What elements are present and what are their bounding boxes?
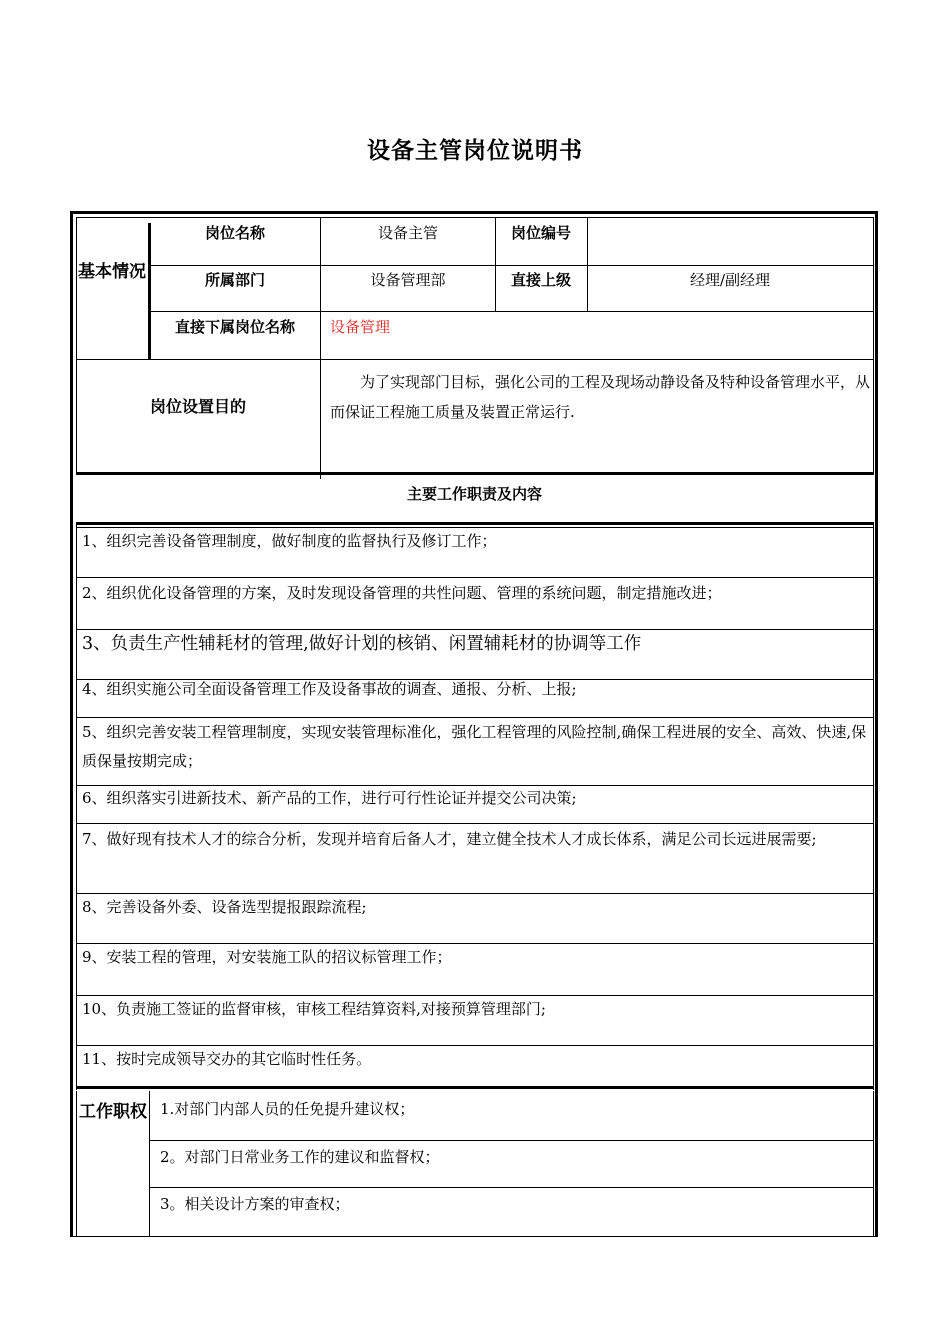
section-separator-authority <box>76 1086 873 1089</box>
basic-info-divider <box>148 223 151 359</box>
position-name-label: 岗位名称 <box>204 224 265 242</box>
table-border-top <box>70 211 878 214</box>
section-separator-duties-heading <box>76 522 873 525</box>
duty-item-5: 5、组织完善安装工程管理制度，实现安装管理标准化，强化工程管理的风险控制,确保工程进展的安全、高效、快速,保质保量按期完成； <box>82 723 867 770</box>
authority-inner-right-border <box>873 1091 874 1237</box>
basic-info-label: 基本情况 <box>78 262 146 282</box>
authority-item-3: 3。相关设计方案的审查权； <box>160 1195 350 1213</box>
inner-left-border <box>76 217 77 475</box>
row-divider-3 <box>76 359 873 360</box>
department-label: 所属部门 <box>204 271 265 289</box>
position-name-value: 设备主管 <box>377 224 438 242</box>
duty-item-6: 6、组织落实引进新技术、新产品的工作，进行可行性论证并提交公司决策; <box>82 789 577 807</box>
table-border-bottom <box>70 1236 878 1237</box>
duty-item-10: 10、负责施工签证的监督审核，审核工程结算资料,对接预算管理部门; <box>82 1000 546 1018</box>
duty-item-4: 4、组织实施公司全面设备管理工作及设备事故的调查、通报、分析、上报; <box>82 680 577 698</box>
duty-item-3: 3、负责生产性辅耗材的管理,做好计划的核销、闲置辅耗材的协调等工作 <box>82 634 642 654</box>
authority-row-line-2 <box>149 1187 873 1188</box>
inner-top-border <box>76 217 873 218</box>
duties-heading: 主要工作职责及内容 <box>406 485 542 503</box>
authority-label: 工作职权 <box>79 1102 147 1122</box>
authority-item-2: 2。对部门日常业务工作的建议和监督权； <box>160 1148 440 1166</box>
row-divider-1 <box>151 265 873 266</box>
supervisor-label: 直接上级 <box>510 271 571 289</box>
inner-right-border <box>873 217 874 475</box>
table-border-right <box>875 211 878 1237</box>
duty-item-9: 9、安装工程的管理，对安装施工队的招议标管理工作； <box>82 948 452 966</box>
duty-row-line-1 <box>76 577 873 578</box>
duty-row-line-6 <box>76 823 873 824</box>
job-description-table <box>70 211 878 1237</box>
authority-item-1: 1.对部门内部人员的任免提升建议权； <box>160 1100 415 1118</box>
duty-item-2: 2、组织优化设备管理的方案，及时发现设备管理的共性问题、管理的系统问题，制定措施改进； <box>82 584 722 602</box>
duty-item-7: 7、做好现有技术人才的综合分析，发现并培育后备人才，建立健全技术人才成长体系，满足公司长远进展需要; <box>82 830 817 848</box>
department-value: 设备管理部 <box>370 271 446 289</box>
page-title: 设备主管岗位说明书 <box>367 138 583 164</box>
purpose-label: 岗位设置目的 <box>149 397 246 416</box>
authority-inner-left-border <box>76 1091 77 1237</box>
duty-item-8: 8、完善设备外委、设备选型提报跟踪流程; <box>82 898 367 916</box>
subordinate-value: 设备管理 <box>330 318 391 336</box>
duty-item-11: 11、按时完成领导交办的其它临时性任务。 <box>82 1050 372 1068</box>
label-value-divider <box>320 217 321 479</box>
duty-item-1: 1、组织完善设备管理制度，做好制度的监督执行及修订工作； <box>82 532 497 550</box>
authority-row-line-1 <box>149 1140 873 1141</box>
code-label-right-divider <box>587 217 588 311</box>
duties-inner-right-border <box>873 522 874 1090</box>
table-border-left <box>70 211 73 1237</box>
purpose-text: 为了实现部门目标，强化公司的工程及现场动静设备及特种设备管理水平，从而保证工程施工质量及装置正常运行. <box>330 373 871 421</box>
position-code-label: 岗位编号 <box>510 224 571 242</box>
subordinate-label: 直接下属岗位名称 <box>174 318 295 336</box>
code-label-left-divider <box>495 217 496 311</box>
row-divider-2 <box>151 311 873 312</box>
supervisor-value: 经理/副经理 <box>689 271 771 289</box>
section-separator-purpose <box>76 472 873 475</box>
duties-inner-left-border <box>76 522 77 1090</box>
authority-divider <box>149 1091 150 1237</box>
